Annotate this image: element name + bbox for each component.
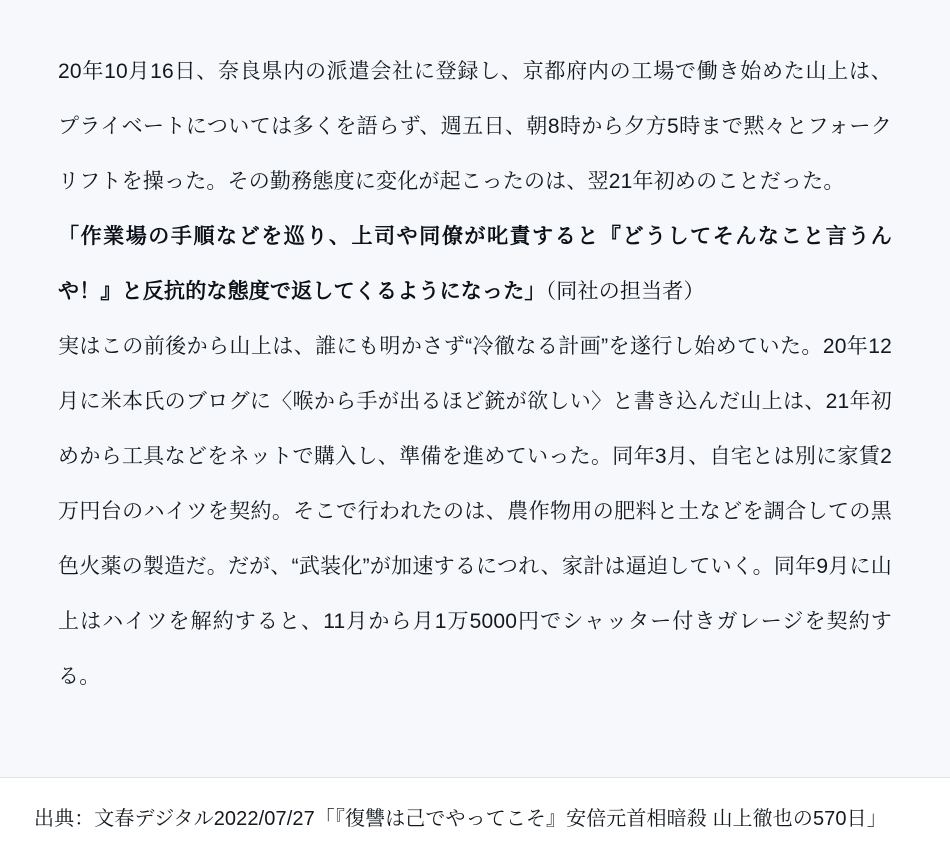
- quote-attribution: （同社の担当者）: [545, 280, 705, 303]
- source-bar: [0, 778, 950, 864]
- paragraph-details: 実はこの前後から山上は、誰にも明かさず“冷徹なる計画”を遂行し始めていた。20年12月に米本氏のブログに〈喉から手が出るほど銃が欲しい〉と書き込んだ山上は、21年初めから工具などをネットで購入し、準備を進めていった。同年3月、自宅とは別に家賃2万円台のハイツを契約。そこで行われたのは、農作物用の肥料と土などを調合しての黒色火薬の製造だ。だが、“武装化”が加速するにつれ、家計は逼迫していく。同年9月に山上はハイツを解約すると、11月から月1万5000円でシャッター付きガレージを契約する。: [58, 335, 892, 688]
- quote-text: 「作業場の手順などを巡り、上司や同僚が叱責すると『どうしてそんなこと言うんや！』と反抗的な態度で返してくるようになった」: [58, 225, 892, 303]
- paragraph-intro: 20年10月16日、奈良県内の派遣会社に登録し、京都府内の工場で働き始めた山上は、プライベートについては多くを語らず、週五日、朝8時から夕方5時まで黙々とフォークリフトを操った。その勤務態度に変化が起こったのは、翌21年初めのことだった。: [58, 60, 892, 193]
- paragraph-quote: [58, 209, 892, 319]
- source-label: 出典：文春デジタル2022/07/27「『復讐は己でやってこそ』安倍元首相暗殺 山上徹也の570日」: [34, 808, 887, 830]
